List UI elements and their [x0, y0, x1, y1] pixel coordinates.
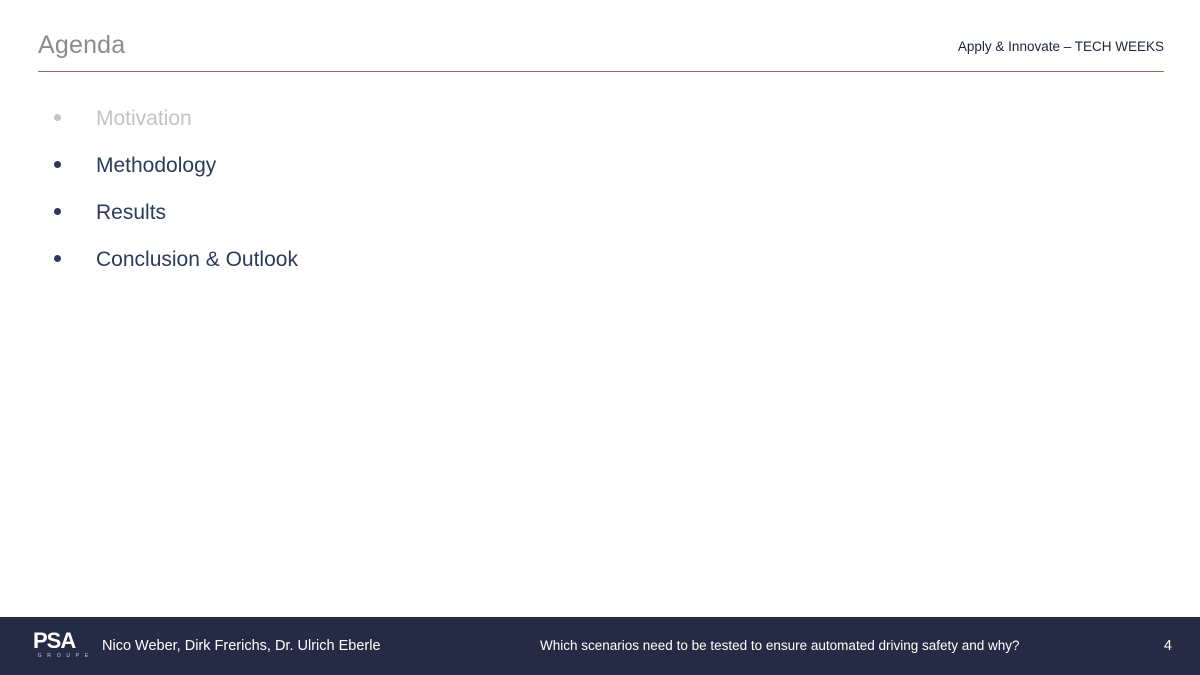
logo-subtext: G R O U P E — [37, 653, 91, 659]
slide-header — [38, 30, 1164, 74]
psa-logo — [33, 630, 95, 662]
bullet-icon — [38, 208, 76, 215]
page-number: 4 — [1163, 638, 1172, 654]
agenda-item-label: Conclusion & Outlook — [96, 248, 298, 271]
list-item[interactable] — [38, 105, 938, 152]
header-event-label: Apply & Innovate – TECH WEEKS — [957, 39, 1164, 54]
slide-footer — [0, 617, 1200, 675]
agenda-item-label: Results — [96, 201, 167, 224]
list-item[interactable] — [38, 152, 938, 199]
bullet-icon — [38, 255, 76, 262]
bullet-icon — [38, 161, 76, 168]
footer-authors: Nico Weber, Dirk Frerichs, Dr. Ulrich Eberle — [102, 638, 381, 654]
agenda-item-label: Motivation — [96, 107, 192, 130]
bullet-icon — [38, 114, 76, 121]
agenda-item-label: Methodology — [96, 154, 217, 177]
list-item[interactable] — [38, 199, 938, 246]
agenda-list — [38, 105, 938, 293]
logo-wordmark: PSA — [33, 628, 76, 653]
header-divider — [38, 71, 1164, 72]
footer-subject: Which scenarios need to be tested to ensure automated driving safety and why? — [540, 638, 1020, 653]
list-item[interactable] — [38, 246, 938, 293]
page-title: Agenda — [38, 31, 126, 59]
